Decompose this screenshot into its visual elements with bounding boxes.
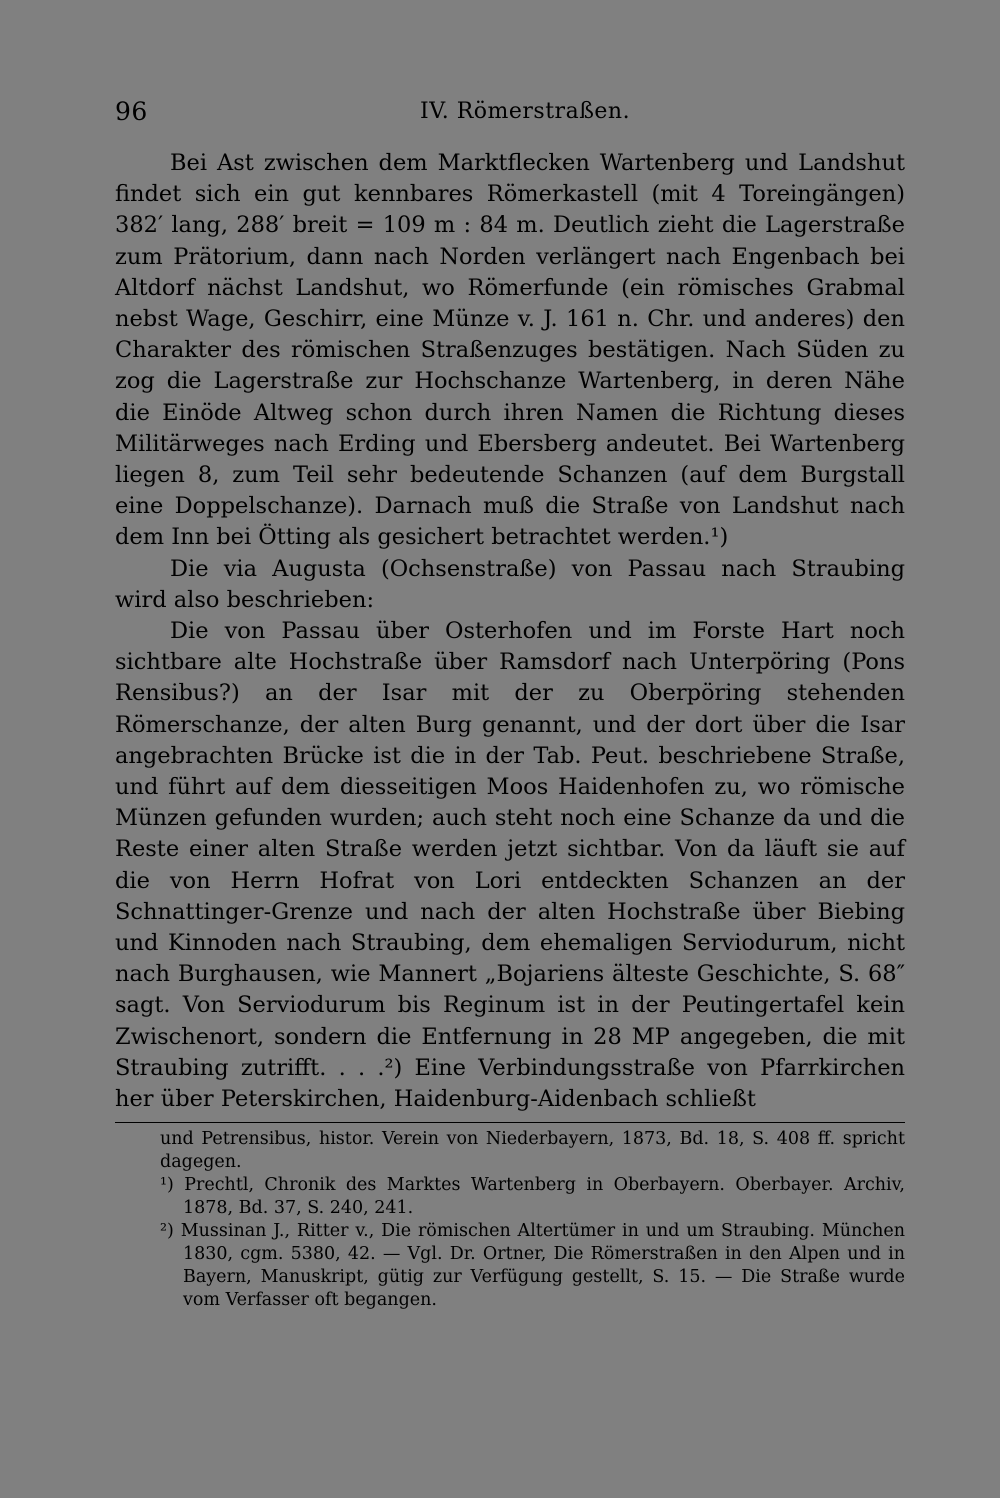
page-header <box>115 97 905 137</box>
paragraph-1: Bei Ast zwischen dem Marktflecken Wartenberg und Landshut findet sich ein gut kennbares Römerkastell (mit 4 Toreingängen) 382′ lang, 288′ breit = 109 m : 84 m. Deutlich zieht die Lagerstraße zum Prätorium, dann nach Norden verlängert nach Engenbach bei Altdorf nächst Landshut, wo Römerfunde (ein römisches Grabmal nebst Wage, Geschirr, eine Münze v. J. 161 n. Chr. und anderes) den Charakter des römischen Straßenzuges bestätigen. Nach Süden zu zog die Lagerstraße zur Hochschanze Wartenberg, in deren Nähe die Einöde Altweg schon durch ihren Namen die Richtung dieses Militärweges nach Erding und Ebersberg andeutet. Bei Wartenberg liegen 8, zum Teil sehr bedeutende Schanzen (auf dem Burgstall eine Doppelschanze). Darnach muß die Straße von Landshut nach dem Inn bei Ötting als gesichert betrachtet werden.¹) <box>115 150 905 551</box>
running-head: IV. Römerstraßen. <box>420 99 631 124</box>
paragraph-2: Die via Augusta (Ochsenstraße) von Passau nach Straubing wird also beschrieben: <box>115 555 905 613</box>
main-text <box>115 148 905 1115</box>
footnotes <box>160 1128 905 1312</box>
footnote-separator <box>115 1122 905 1123</box>
page-number: 96 <box>115 97 148 126</box>
footnote-1: ¹) Prechtl, Chronik des Marktes Wartenberg in Oberbayern. Oberbayer. Archiv, 1878, Bd. 37, S. 240, 241. <box>160 1175 905 1218</box>
footnote-continuation: und Petrensibus, histor. Verein von Niederbayern, 1873, Bd. 18, S. 408 ff. spricht dagegen. <box>160 1129 905 1172</box>
footnote-2: ²) Mussinan J., Ritter v., Die römischen Altertümer in und um Straubing. München 1830, cgm. 5380, 42. — Vgl. Dr. Ortner, Die Römerstraßen in den Alpen und in Bayern, Manuskript, gütig zur Verfügung gestellt, S. 15. — Die Straße wurde vom Verfasser oft begangen. <box>160 1221 905 1310</box>
paragraph-3: Die von Passau über Osterhofen und im Forste Hart noch sichtbare alte Hochstraße über Ramsdorf nach Unterpöring (Pons Rensibus?) an der Isar mit der zu Oberpöring stehenden Römerschanze, der alten Burg genannt, und der dort über die Isar angebrachten Brücke ist die in der Tab. Peut. beschriebene Straße, und führt auf dem diesseitigen Moos Haidenhofen zu, wo römische Münzen gefunden wurden; auch steht noch eine Schanze da und die Reste einer alten Straße werden jetzt sichtbar. Von da läuft sie auf die von Herrn Hofrat von Lori entdeckten Schanzen an der Schnattinger-Grenze und nach der alten Hochstraße über Biebing und Kinnoden nach Straubing, dem ehemaligen Serviodurum, nicht nach Burghausen, wie Mannert „Bojariens älteste Geschichte, S. 68″ sagt. Von Serviodurum bis Reginum ist in der Peutingertafel kein Zwischenort, sondern die Entfernung in 28 MP angegeben, die mit Straubing zutrifft. . . .²) Eine Verbindungsstraße von Pfarrkirchen her über Peterskirchen, Haidenburg-Aidenbach schließt <box>115 618 905 1113</box>
